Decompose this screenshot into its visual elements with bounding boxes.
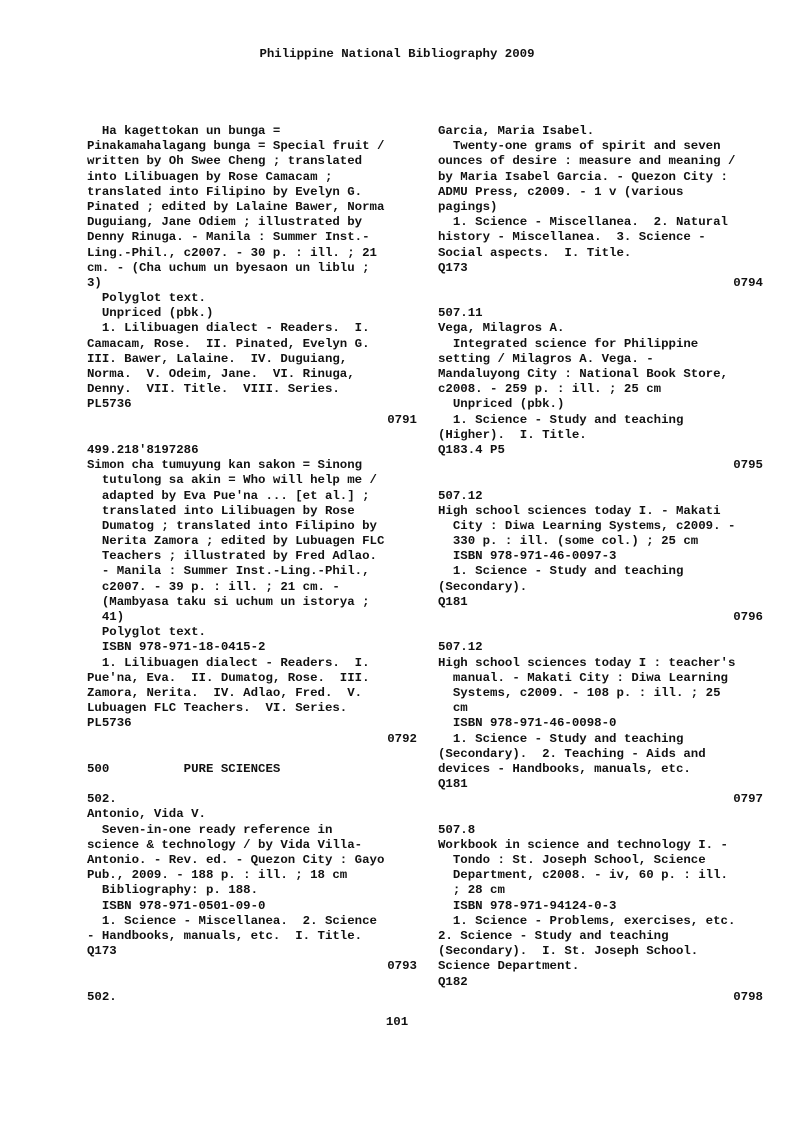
entry-number: 0797 bbox=[733, 792, 763, 807]
entry-line: cm. - (Cha uchum un byesaon un liblu ; bbox=[87, 260, 370, 275]
entry-line: Duguiang, Jane Odiem ; illustrated by bbox=[87, 215, 363, 230]
entry-line: (Mambyasa taku si uchum un istorya ; bbox=[87, 594, 370, 609]
entry-line: Pinated ; edited by Lalaine Bawer, Norma bbox=[87, 199, 385, 214]
entry-line: pagings) bbox=[438, 199, 498, 214]
entry-line: (Higher). I. Title. bbox=[438, 427, 587, 442]
entry-number: 0792 bbox=[387, 731, 417, 746]
bibliographic-entry-0798 bbox=[438, 823, 763, 1005]
entry-line: adapted by Eva Pue'na ... [et al.] ; bbox=[87, 488, 370, 503]
entry-line: Polyglot text. bbox=[87, 291, 206, 306]
entry-line: 1. Science - Study and teaching bbox=[438, 564, 684, 579]
entry-line: Workbook in science and technology I. - bbox=[438, 837, 728, 852]
entry-line: Department, c2008. - iv, 60 p. : ill. bbox=[438, 868, 728, 883]
entry-line: by Maria Isabel Garcia. - Quezon City : bbox=[438, 169, 728, 184]
entry-line: Seven-in-one ready reference in bbox=[87, 822, 333, 837]
entry-line: 3) bbox=[87, 275, 102, 290]
entry-line: Garcia, Maria Isabel. bbox=[438, 124, 595, 138]
entry-line: setting / Milagros A. Vega. - bbox=[438, 351, 654, 366]
entry-line: Ling.-Phil., c2007. - 30 p. : ill. ; 21 bbox=[87, 245, 377, 260]
entry-line: - Handbooks, manuals, etc. I. Title. bbox=[87, 928, 363, 943]
bibliographic-entry-0792 bbox=[87, 443, 417, 747]
entry-line: Integrated science for Philippine bbox=[438, 336, 699, 351]
entry-line: 502. bbox=[87, 989, 117, 1004]
bibliographic-entry-0793 bbox=[87, 792, 417, 974]
entry-line: ADMU Press, c2009. - 1 v (various bbox=[438, 184, 684, 199]
entry-line: Twenty-one grams of spirit and seven bbox=[438, 139, 721, 154]
entry-line: Mandaluyong City : National Book Store, bbox=[438, 367, 728, 381]
entry-line: translated into Lilibuagen by Rose bbox=[87, 503, 355, 518]
entry-line: Simon cha tumuyung kan sakon = Sinong bbox=[87, 458, 363, 473]
entry-number: 0795 bbox=[733, 458, 763, 473]
entry-line: (Secondary). 2. Teaching - Aids and bbox=[438, 746, 706, 761]
entry-number: 0796 bbox=[733, 610, 763, 624]
entry-line: Social aspects. I. Title. bbox=[438, 245, 632, 260]
entry-line: Teachers ; illustrated by Fred Adlao. bbox=[87, 549, 377, 564]
entry-line: Pub., 2009. - 188 p. : ill. ; 18 cm bbox=[87, 868, 348, 883]
entry-line: written by Oh Swee Cheng ; translated bbox=[87, 154, 363, 169]
entry-number: 0798 bbox=[733, 989, 763, 1004]
entry-line: 330 p. : ill. (some col.) ; 25 cm bbox=[438, 534, 699, 549]
entry-line: tutulong sa akin = Who will help me / bbox=[87, 473, 377, 488]
entry-line: 41) bbox=[87, 610, 125, 624]
entry-line: Q182 bbox=[438, 974, 468, 989]
entry-line: PL5736 bbox=[87, 397, 132, 412]
entry-line: Systems, c2009. - 108 p. : ill. ; 25 bbox=[438, 685, 721, 700]
entry-line: Norma. V. Odeim, Jane. VI. Rinuga, bbox=[87, 367, 355, 381]
entry-line: (Secondary). I. St. Joseph School. bbox=[438, 944, 699, 959]
entry-line: c2007. - 39 p. : ill. ; 21 cm. - bbox=[87, 579, 340, 594]
entry-line: history - Miscellanea. 3. Science - bbox=[438, 230, 706, 245]
entry-line: Denny Rinuga. - Manila : Summer Inst.- bbox=[87, 230, 370, 245]
entry-line: City : Diwa Learning Systems, c2009. - bbox=[438, 518, 736, 533]
entry-line: 507.12 bbox=[438, 488, 483, 503]
entry-line: 1. Science - Miscellanea. 2. Science bbox=[87, 913, 377, 928]
entry-line: Polyglot text. bbox=[87, 625, 206, 640]
entry-line: 502. bbox=[87, 792, 117, 807]
bibliographic-entry-0795 bbox=[438, 306, 763, 473]
bibliographic-entry-0797 bbox=[438, 640, 763, 807]
entry-line: ISBN 978-971-18-0415-2 bbox=[87, 640, 266, 655]
entry-line: Bibliography: p. 188. bbox=[87, 883, 259, 898]
entry-line: into Lilibuagen by Rose Camacam ; bbox=[87, 169, 333, 184]
entry-line: Q173 bbox=[438, 260, 468, 275]
entry-line: manual. - Makati City : Diwa Learning bbox=[438, 670, 728, 685]
entry-line: Tondo : St. Joseph School, Science bbox=[438, 853, 706, 867]
entry-line: Antonio. - Rev. ed. - Quezon City : Gayo bbox=[87, 853, 385, 867]
entry-number: 0793 bbox=[387, 959, 417, 974]
entry-line: Zamora, Nerita. IV. Adlao, Fred. V. bbox=[87, 685, 363, 700]
entry-line: c2008. - 259 p. : ill. ; 25 cm bbox=[438, 382, 662, 397]
entry-line: 507.11 bbox=[438, 306, 483, 321]
entry-line: Pue'na, Eva. II. Dumatog, Rose. III. bbox=[87, 670, 370, 685]
entry-line: Dumatog ; translated into Filipino by bbox=[87, 518, 377, 533]
entry-line: ISBN 978-971-94124-0-3 bbox=[438, 898, 617, 913]
entry-number: 0794 bbox=[733, 275, 763, 290]
entry-line: High school sciences today I : teacher's bbox=[438, 655, 736, 670]
entry-line: Q181 bbox=[438, 594, 468, 609]
entry-line: Q181 bbox=[438, 777, 468, 792]
entry-line: III. Bawer, Lalaine. IV. Duguiang, bbox=[87, 351, 348, 366]
entry-line: Nerita Zamora ; edited by Lubuagen FLC bbox=[87, 534, 385, 549]
entry-line: 507.12 bbox=[438, 640, 483, 655]
entry-line: Lubuagen FLC Teachers. VI. Series. bbox=[87, 701, 348, 716]
entry-line: Unpriced (pbk.) bbox=[438, 397, 565, 412]
entry-line: 1. Science - Miscellanea. 2. Natural bbox=[438, 215, 728, 230]
entry-line: Science Department. bbox=[438, 959, 580, 974]
bibliographic-entry-0796 bbox=[438, 489, 763, 626]
entry-line: ; 28 cm bbox=[438, 883, 505, 898]
entry-line: Q183.4 P5 bbox=[438, 442, 505, 457]
entry-line: ISBN 978-971-0501-09-0 bbox=[87, 898, 266, 913]
entry-line: Ha kagettokan un bunga = bbox=[87, 124, 281, 138]
entry-line: translated into Filipino by Evelyn G. bbox=[87, 184, 363, 199]
entry-line: ounces of desire : measure and meaning / bbox=[438, 154, 736, 169]
page-header-title: Philippine National Bibliography 2009 bbox=[259, 47, 535, 61]
entry-line: PL5736 bbox=[87, 716, 132, 731]
entry-line: 2. Science - Study and teaching bbox=[438, 928, 669, 943]
entry-line: 1. Lilibuagen dialect - Readers. I. bbox=[87, 321, 370, 336]
entry-line: Vega, Milagros A. bbox=[438, 321, 565, 336]
entry-line: 1. Science - Study and teaching bbox=[438, 412, 684, 427]
entry-line: 1. Lilibuagen dialect - Readers. I. bbox=[87, 655, 370, 670]
bibliographic-entry-0791 bbox=[87, 124, 417, 428]
entry-line: Camacam, Rose. II. Pinated, Evelyn G. bbox=[87, 336, 370, 351]
entry-line: science & technology / by Vida Villa- bbox=[87, 837, 363, 852]
entry-line: devices - Handbooks, manuals, etc. bbox=[438, 761, 691, 776]
entry-line: 1. Science - Problems, exercises, etc. bbox=[438, 913, 736, 928]
entry-line: ISBN 978-971-46-0097-3 bbox=[438, 549, 617, 564]
entry-line: 499.218'8197286 bbox=[87, 442, 199, 457]
entry-line: (Secondary). bbox=[438, 579, 528, 594]
entry-line: Antonio, Vida V. bbox=[87, 807, 206, 822]
left-column bbox=[87, 124, 417, 1005]
entry-number: 0791 bbox=[387, 412, 417, 427]
entry-line: - Manila : Summer Inst.-Ling.-Phil., bbox=[87, 564, 370, 579]
entry-line: High school sciences today I. - Makati bbox=[438, 503, 721, 518]
bibliographic-entry-0794 bbox=[438, 124, 763, 291]
entry-line: Q173 bbox=[87, 944, 117, 959]
right-column bbox=[438, 124, 763, 1005]
page-number: 101 bbox=[385, 1015, 409, 1029]
entry-line: Pinakamahalagang bunga = Special fruit / bbox=[87, 139, 385, 154]
entry-line: cm bbox=[438, 701, 468, 716]
entry-line: 1. Science - Study and teaching bbox=[438, 731, 684, 746]
entry-line: 507.8 bbox=[438, 822, 476, 837]
section-heading: 500 PURE SCIENCES bbox=[87, 761, 281, 776]
entry-line: ISBN 978-971-46-0098-0 bbox=[438, 716, 617, 731]
entry-line: Unpriced (pbk.) bbox=[87, 306, 214, 321]
entry-line: Denny. VII. Title. VIII. Series. bbox=[87, 382, 340, 397]
